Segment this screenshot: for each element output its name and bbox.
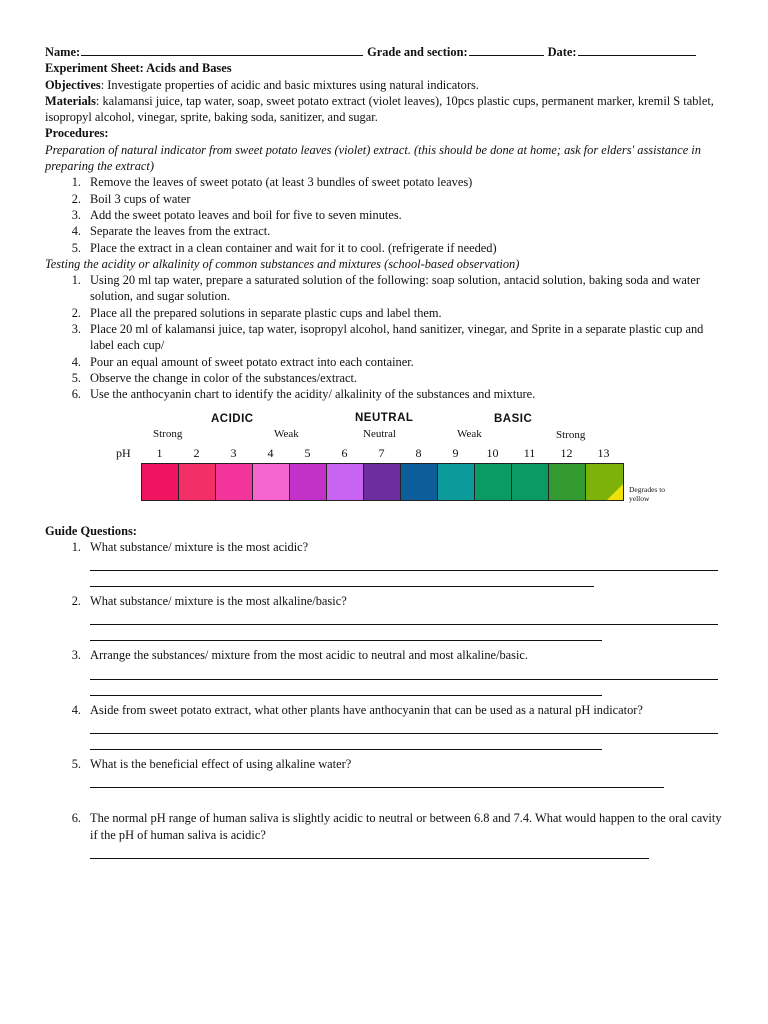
ph-tick-label: 13	[597, 445, 610, 460]
answer-line[interactable]	[90, 680, 602, 696]
ph-color-cell	[586, 464, 623, 500]
question-number: 1.	[71, 539, 81, 554]
ph-tick-label: 11	[523, 445, 536, 460]
ph-color-cell	[253, 464, 290, 500]
neutral-label: NEUTRAL	[355, 411, 414, 424]
acidic-label: ACIDIC	[211, 412, 254, 425]
ph-tick-label: 5	[304, 445, 311, 460]
step-number: 1.	[71, 273, 81, 288]
ph-tick-label: 12	[560, 445, 573, 460]
part1-steps	[45, 174, 725, 255]
ph-tick-label: 6	[341, 445, 348, 460]
answer-line[interactable]	[90, 772, 664, 788]
step-text: Using 20 ml tap water, prepare a saturated solution of the following: soap solution, antacid solution, baking soda and water solution, and sugar solution.	[90, 273, 700, 304]
question-1	[45, 539, 725, 587]
guide-questions-heading: Guide Questions:	[45, 523, 137, 538]
basic-label: BASIC	[494, 412, 533, 425]
part2-heading: Testing the acidity or alkalinity of common substances and mixtures (school-based observation)	[45, 256, 520, 271]
step-number: 1.	[71, 175, 81, 190]
answer-line[interactable]	[90, 609, 718, 625]
objectives	[45, 77, 725, 93]
objectives-text: : Investigate properties of acidic and basic mixtures using natural indicators.	[100, 77, 479, 92]
list-item	[45, 370, 725, 386]
list-item	[45, 207, 725, 223]
step-text: Observe the change in color of the substances/extract.	[90, 370, 357, 385]
ph-tick-label: 7	[378, 445, 385, 460]
objectives-label: Objectives	[45, 77, 101, 92]
ph-tick-label: 8	[415, 445, 422, 460]
date-label: Date:	[547, 45, 577, 59]
name-blank[interactable]	[81, 44, 363, 56]
name-label: Name:	[45, 45, 81, 59]
step-number: 2.	[71, 191, 81, 206]
step-text: Pour an equal amount of sweet potato extract into each container.	[90, 354, 414, 369]
step-number: 4.	[71, 354, 81, 369]
ph-color-cell	[142, 464, 179, 500]
degrades-note: Degrades to yellow	[629, 484, 666, 503]
ph-tick-label: 4	[267, 445, 274, 460]
step-number: 5.	[71, 240, 81, 255]
answer-line[interactable]	[90, 843, 649, 859]
grade-blank[interactable]	[469, 44, 544, 56]
sheet-title: Experiment Sheet: Acids and Bases	[45, 61, 232, 76]
list-item	[45, 191, 725, 207]
answer-line[interactable]	[90, 571, 594, 587]
weak-base-label: Weak	[457, 427, 482, 440]
question-number: 4.	[71, 702, 81, 717]
yellow-degrade-triangle	[607, 484, 623, 500]
ph-color-cell	[327, 464, 364, 500]
list-item	[45, 354, 725, 370]
question-text: The normal pH range of human saliva is slightly acidic to neutral or between 6.8 and 7.4. What would happen to the oral cavity if the pH of human saliva is acidic?	[90, 811, 722, 842]
ph-color-cell	[475, 464, 512, 500]
weak-acid-label: Weak	[274, 427, 299, 440]
ph-color-cell	[438, 464, 475, 500]
list-item	[45, 240, 725, 256]
answer-line[interactable]	[90, 664, 718, 680]
step-text: Remove the leaves of sweet potato (at least 3 bundles of sweet potato leaves)	[90, 175, 473, 190]
ph-tick-label: 9	[452, 445, 459, 460]
answer-line[interactable]	[90, 555, 718, 571]
ph-color-cell	[549, 464, 586, 500]
part2-steps	[45, 272, 725, 402]
step-number: 4.	[71, 224, 81, 239]
ph-color-cell	[364, 464, 401, 500]
strong-base-label: Strong	[556, 428, 586, 441]
date-blank[interactable]	[578, 44, 696, 56]
step-text: Add the sweet potato leaves and boil for five to seven minutes.	[90, 207, 402, 222]
ph-color-cell	[179, 464, 216, 500]
question-text: What substance/ mixture is the most acidic?	[90, 539, 309, 554]
part1-heading: Preparation of natural indicator from sweet potato leaves (violet) extract. (this should be done at home; ask for elders' assistance in preparing the extract)	[45, 142, 701, 174]
question-number: 5.	[71, 757, 81, 772]
step-text: Use the anthocyanin chart to identify the acidity/ alkalinity of the substances and mixture.	[90, 387, 536, 402]
answer-line[interactable]	[90, 734, 602, 750]
question-3	[45, 647, 725, 695]
strong-acid-label: Strong	[153, 427, 183, 440]
question-2	[45, 593, 725, 641]
ph-color-cell	[512, 464, 549, 500]
question-text: Arrange the substances/ mixture from the most acidic to neutral and most alkaline/basic.	[90, 648, 529, 663]
step-number: 5.	[71, 370, 81, 385]
list-item	[45, 386, 725, 402]
step-number: 6.	[71, 387, 81, 402]
question-4	[45, 702, 725, 750]
question-text: What substance/ mixture is the most alkaline/basic?	[90, 594, 347, 609]
ph-tick-label: 3	[230, 445, 237, 460]
question-text: Aside from sweet potato extract, what other plants have anthocyanin that can be used as a natural pH indicator?	[90, 702, 643, 717]
ph-tick-label: 10	[486, 445, 499, 460]
answer-line[interactable]	[90, 625, 602, 641]
step-text: Place all the prepared solutions in separate plastic cups and label them.	[90, 305, 442, 320]
anthocyanin-ph-chart	[45, 407, 725, 509]
ph-axis-label: pH	[116, 445, 131, 460]
list-item	[45, 223, 725, 239]
step-number: 3.	[71, 322, 81, 337]
ph-color-bar	[141, 463, 624, 501]
ph-tick-label: 1	[156, 445, 163, 460]
materials-label: Materials	[45, 93, 96, 108]
step-text: Place 20 ml of kalamansi juice, tap water, isopropyl alcohol, hand sanitizer, vinegar, and Sprite in a separate plastic cup and label each cup/	[90, 322, 704, 353]
question-number: 2.	[71, 594, 81, 609]
ph-tick-label: 2	[193, 445, 200, 460]
step-text: Separate the leaves from the extract.	[90, 224, 271, 239]
worksheet-content	[45, 44, 725, 863]
list-item	[45, 272, 725, 305]
step-number: 3.	[71, 207, 81, 222]
step-text: Boil 3 cups of water	[90, 191, 191, 206]
ph-color-cell	[290, 464, 327, 500]
ph-color-cell	[401, 464, 438, 500]
step-number: 2.	[71, 305, 81, 320]
question-6	[45, 810, 725, 859]
question-number: 6.	[71, 811, 81, 826]
list-item	[45, 174, 725, 190]
question-number: 3.	[71, 648, 81, 663]
step-text: Place the extract in a clean container and wait for it to cool. (refrigerate if needed)	[90, 240, 497, 255]
list-item	[45, 305, 725, 321]
materials	[45, 93, 725, 126]
procedures-label: Procedures:	[45, 126, 109, 141]
neutral-sub-label: Neutral	[363, 427, 396, 440]
question-text: What is the beneficial effect of using alkaline water?	[90, 757, 352, 772]
ph-color-cell	[216, 464, 253, 500]
list-item	[45, 321, 725, 354]
question-5	[45, 756, 725, 788]
answer-line[interactable]	[90, 718, 718, 734]
materials-text: : kalamansi juice, tap water, soap, sweet potato extract (violet leaves), 10pcs plastic cups, permanent marker, kremil S tablet, isopropyl alcohol, vinegar, sprite, baking soda, sanitizer, and sugar.	[45, 93, 714, 125]
grade-label: Grade and section:	[367, 45, 468, 59]
header-row	[45, 44, 725, 60]
